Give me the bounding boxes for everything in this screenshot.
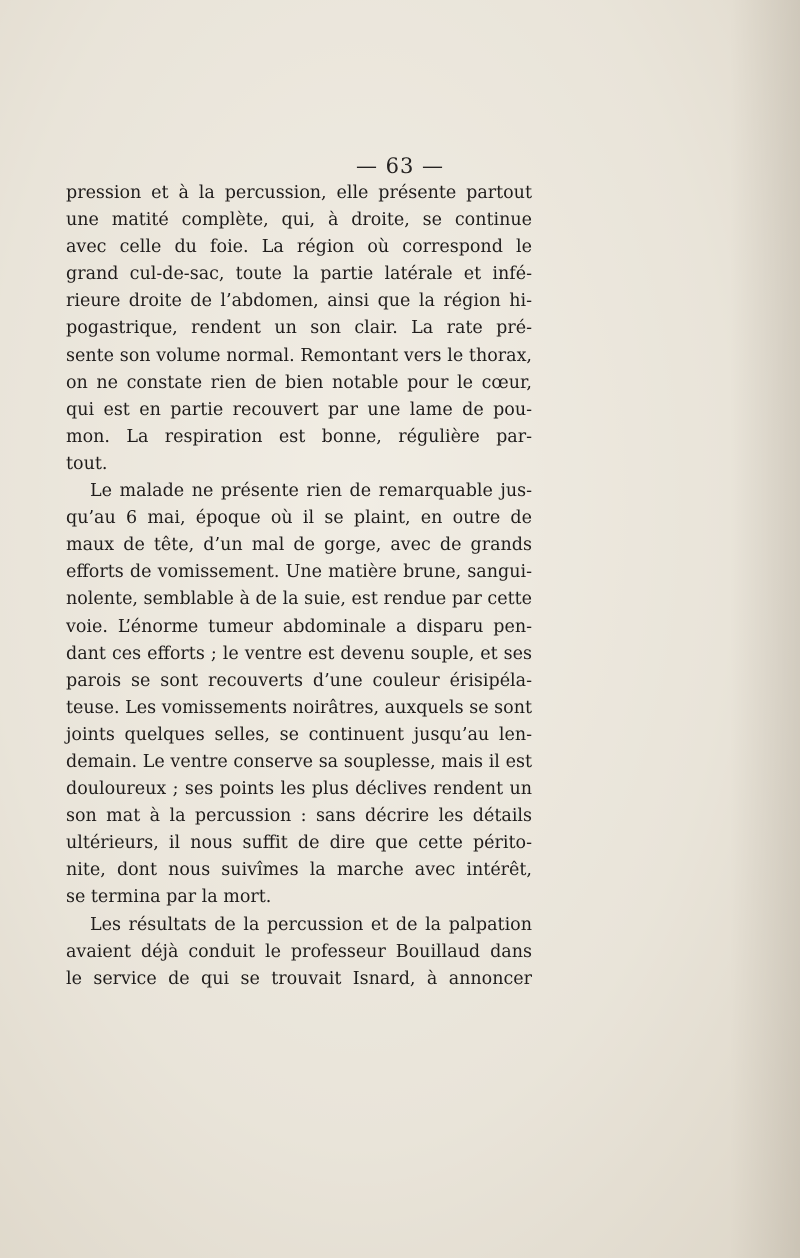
text-line: sente son volume normal. Remontant vers le thorax, (66, 345, 532, 366)
body-text (66, 180, 532, 993)
text-line: maux de tête, d’un mal de gorge, avec de grands (66, 535, 532, 556)
text-line: parois se sont recouverts d’une couleur érisipéla- (66, 670, 532, 691)
text-line: rieure droite de l’abdomen, ainsi que la région hi- (66, 291, 532, 312)
text-line: ultérieurs, il nous suffit de dire que cette périto- (66, 833, 532, 854)
text-line: une matité complète, qui, à droite, se continue (66, 210, 532, 231)
text-line: qui est en partie recouvert par une lame de pou- (66, 399, 532, 420)
text-line: avec celle du foie. La région où correspond le (66, 237, 532, 258)
text-line: douloureux ; ses points les plus déclives rendent un (66, 779, 532, 800)
text-line: qu’au 6 mai, époque où il se plaint, en outre de (66, 508, 532, 529)
text-line: le service de qui se trouvait Isnard, à annoncer (66, 968, 532, 989)
text-line: grand cul-de-sac, toute la partie latérale et infé- (66, 264, 532, 285)
text-line: avaient déjà conduit le professeur Bouillaud dans (66, 941, 532, 962)
text-line: teuse. Les vomissements noirâtres, auxquels se sont (66, 697, 532, 718)
text-line: nite, dont nous suivîmes la marche avec intérêt, (66, 860, 532, 881)
text-line: dant ces efforts ; le ventre est devenu souple, et ses (66, 643, 532, 664)
text-line: son mat à la percussion : sans décrire les détails (66, 806, 532, 827)
text-line: Les résultats de la percussion et de la palpation (90, 914, 532, 935)
text-line: on ne constate rien de bien notable pour le cœur, (66, 372, 532, 393)
text-line: Le malade ne présente rien de remarquable jus- (90, 481, 532, 502)
text-line: demain. Le ventre conserve sa souplesse, mais il est (66, 751, 532, 772)
text-line: mon. La respiration est bonne, régulière par- (66, 426, 532, 447)
text-line: pression et à la percussion, elle présente partout (66, 183, 532, 203)
text-line: efforts de vomissement. Une matière brune, sangui- (66, 562, 532, 583)
text-line: pogastrique, rendent un son clair. La rate pré- (66, 318, 532, 339)
text-line: tout. (66, 453, 108, 474)
text-line: joints quelques selles, se continuent jusqu’au len- (66, 724, 532, 745)
page-number: — 63 — (355, 154, 445, 178)
text-line: voie. L’énorme tumeur abdominale a disparu pen- (66, 616, 532, 637)
text-line: nolente, semblable à de la suie, est rendue par cette (66, 589, 532, 610)
text-line: se termina par la mort. (66, 887, 272, 908)
